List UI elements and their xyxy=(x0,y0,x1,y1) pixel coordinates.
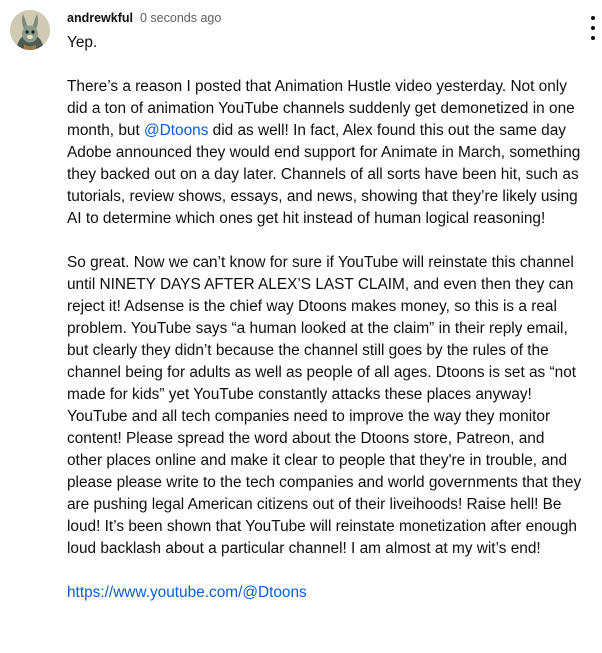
channel-url-link[interactable]: https://www.youtube.com/@Dtoons xyxy=(67,584,307,601)
more-vertical-icon[interactable] xyxy=(584,16,602,40)
comment-timestamp[interactable]: 0 seconds ago xyxy=(140,11,222,25)
menu-dot xyxy=(591,26,595,30)
comment-greeting: Yep. xyxy=(67,34,98,51)
rabbit-avatar-icon xyxy=(10,10,50,50)
menu-dot xyxy=(591,36,595,40)
author-avatar[interactable] xyxy=(10,10,50,50)
comment-link-line xyxy=(67,582,582,604)
comment-paragraph-1 xyxy=(67,76,582,230)
mention-link[interactable]: @Dtoons xyxy=(144,122,209,139)
paragraph-1-text-a: There’s a reason I posted that Animation Hustle video yesterday. Not only did a ton of animation YouTube channels suddenly get demonetized in one month, but xyxy=(67,78,575,139)
author-name[interactable]: andrewkful xyxy=(67,11,133,25)
paragraph-1-text-b: did as well! In fact, Alex found this out the same day Adobe announced they would end support for Animate in March, something they backed out on a day later. Channels of all sorts have been hit, such as tutorials, review shows, essays, and news, showing that they’re likely using AI to determine which ones get hit instead of human logical reasoning! xyxy=(67,122,581,227)
comment-body xyxy=(67,32,582,626)
comment-paragraph-2: So great. Now we can’t know for sure if YouTube will reinstate this channel until NINETY DAYS AFTER ALEX’S LAST CLAIM, and even then they can reject it! Adsense is the chief way Dtoons makes money, so this is a real problem. YouTube says “a human looked at the claim” in their reply email, but clearly they didn’t because the channel still goes by the rules of the channel being for adults as well as people of all ages. Dtoons is set as “not made for kids” yet YouTube constantly attacks these places anyway! YouTube and all tech companies need to improve the way they monitor content! Please spread the word about the Dtoons store, Patreon, and other places online and make it clear to people that they're in trouble, and please please write to the tech companies and world governments that they are pushing legal American citizens out of their liveihoods! Raise hell! Be loud! It’s been shown that YouTube will reinstate monetization after enough loud backlash about a particular channel! I am almost at my wit’s end! xyxy=(67,254,582,557)
comment-header xyxy=(67,10,221,26)
menu-dot xyxy=(591,16,595,20)
